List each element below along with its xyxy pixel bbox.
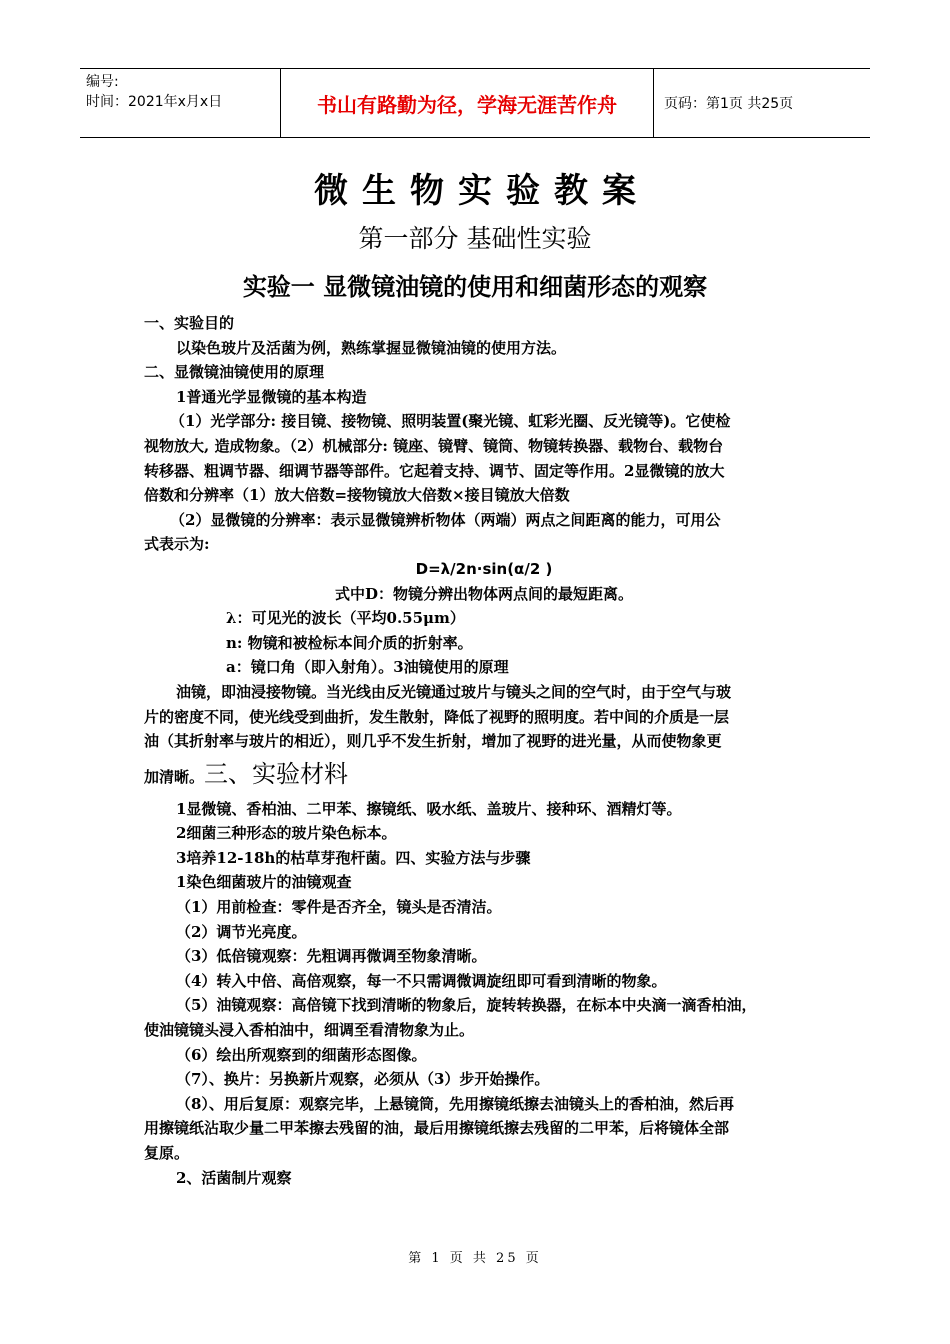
- subheading: 1染色细菌玻片的油镜观查: [176, 873, 352, 892]
- header-meta: [80, 69, 281, 137]
- step-item: 用擦镜纸沾取少量二甲苯擦去残留的油，最后用擦镜纸擦去残留的二甲苯，后将镜体全部: [144, 1119, 730, 1138]
- list-item: 1显微镜、香柏油、二甲苯、擦镜纸、吸水纸、盖玻片、接种环、酒精灯等。: [176, 799, 682, 818]
- step-item: 复原。: [144, 1144, 190, 1162]
- step-item: （3）低倍镜观察：先粗调再微调至物象清晰。: [176, 947, 487, 966]
- step-item: （8）、用后复原：观察完毕，上悬镜筒，先用擦镜纸擦去油镜头上的香柏油，然后再: [176, 1094, 734, 1113]
- paragraph-line: 视物放大, 造成物象。（2）机械部分: 镜座、镜臂、镜筒、物镜转换器、载物台、载物台: [144, 436, 724, 455]
- section-heading-materials: 三、实验材料: [204, 759, 349, 788]
- formula-explanation: 式中D：物镜分辨出物体两点间的最短距离。: [334, 584, 633, 603]
- formula-explanation: a：镜口角（即入射角）。3油镜使用的原理: [226, 658, 509, 677]
- step-item: （6）绘出所观察到的细菌形态图像。: [176, 1045, 427, 1064]
- page-footer: 第 1 页 共 25 页: [408, 1251, 542, 1266]
- paragraph-line: 倍数和分辨率（1）放大倍数=接物镜放大倍数×接目镜放大倍数: [144, 486, 570, 505]
- paragraph-line: 油镜，即油浸接物镜。当光线由反光镜通过玻片与镜头之间的空气时，由于空气与玻: [176, 682, 732, 701]
- experiment-title: 实验一 显微镜油镜的使用和细菌形态的观察: [242, 272, 708, 301]
- part-title: 第一部分 基础性实验: [358, 224, 592, 253]
- header-motto: 书山有路勤为径，学海无涯苦作舟: [281, 69, 654, 137]
- formula-explanation: n: 物镜和被检标本间介质的折射率。: [226, 633, 473, 652]
- paragraph-line: [144, 754, 824, 797]
- header-page-info: 页码：第1页 共25页: [664, 96, 794, 112]
- step-item: （4）转入中倍、高倍观察，每一不只需调微调旋纽即可看到清晰的物象。: [176, 971, 667, 990]
- step-item: （1）用前检查：零件是否齐全，镜头是否清洁。: [176, 898, 502, 917]
- subheading: 2、活菌制片观察: [176, 1168, 292, 1187]
- step-item: （2）调节光亮度。: [176, 922, 307, 941]
- resolution-formula: D=λ/2n·sin(α/2 ): [415, 559, 553, 578]
- page-header: [80, 68, 870, 138]
- main-title: 微生物实验教案: [314, 171, 650, 211]
- document-time: 时间：2021年x月x日: [86, 94, 223, 110]
- step-item: （5）油镜观察：高倍镜下找到清晰的物象后，旋转转换器，在标本中央滴一滴香柏油，: [176, 996, 757, 1015]
- paragraph-end: 加清晰。: [144, 767, 205, 786]
- paragraph-line: 油（其折射率与玻片的相近），则几乎不发生折射，增加了视野的进光量，从而使物象更: [144, 732, 722, 751]
- section-heading: 一、实验目的: [144, 314, 235, 332]
- list-item: 3培养12-18h的枯草芽孢杆菌。四、实验方法与步骤: [176, 848, 531, 867]
- document-body: [144, 311, 824, 1190]
- paragraph-line: 片的密度不同，使光线受到曲折，发生散射，降低了视野的照明度。若中间的介质是一层: [144, 707, 730, 726]
- formula-explanation: λ：可见光的波长（平均0.55μm）: [226, 609, 465, 628]
- paragraph-line: 转移器、粗调节器、细调节器等部件。它起着支持、调节、固定等作用。2显微镜的放大: [144, 461, 725, 480]
- list-item: 2细菌三种形态的玻片染色标本。: [176, 824, 397, 843]
- section-heading: 二、显微镜油镜使用的原理: [144, 363, 325, 382]
- paragraph-line: （1）光学部分: 接目镜、接物镜、照明装置(聚光镜、虹彩光圈、反光镜等)。它使检: [170, 412, 731, 431]
- document-number-label: 编号:: [86, 74, 119, 90]
- paragraph-line: （2）显微镜的分辨率：表示显微镜辨析物体（两端）两点之间距离的能力，可用公: [170, 510, 721, 529]
- subheading: 1普通光学显微镜的基本构造: [176, 387, 367, 406]
- paragraph-line: 式表示为:: [144, 535, 210, 554]
- paragraph-line: 以染色玻片及活菌为例，熟练掌握显微镜油镜的使用方法。: [176, 338, 567, 357]
- step-item: 使油镜镜头浸入香柏油中，细调至看清物象为止。: [144, 1021, 475, 1040]
- step-item: （7）、换片：另换新片观察，必须从（3）步开始操作。: [176, 1070, 550, 1089]
